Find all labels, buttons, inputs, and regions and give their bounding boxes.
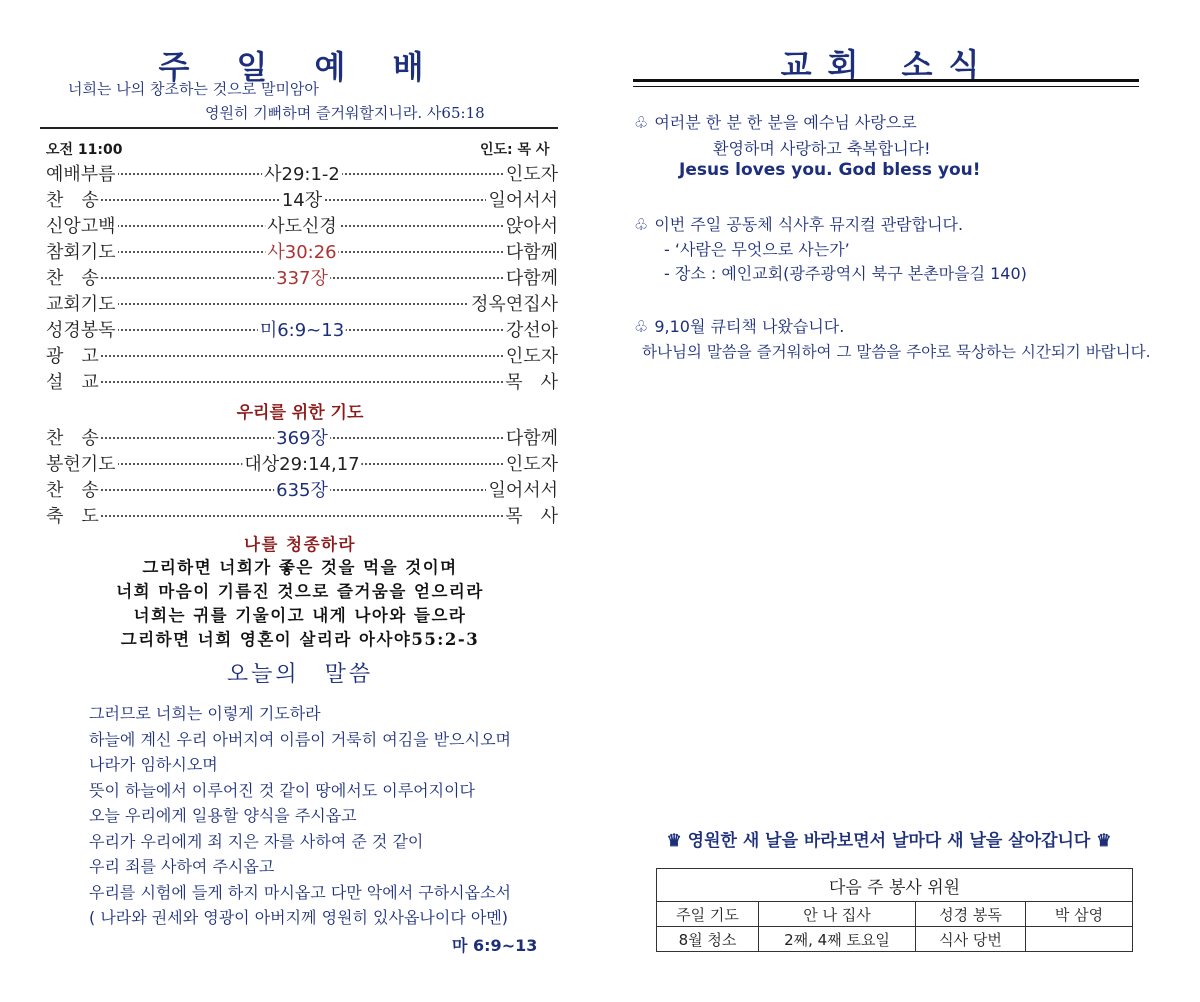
poem-line: 나를 청종하라 — [244, 535, 356, 554]
order-person: 인도자 — [504, 160, 558, 186]
order-content: 대상29:14,17 — [242, 450, 361, 476]
table-cell: 안 나 집사 — [759, 902, 916, 927]
order-row — [46, 368, 558, 394]
word-title: 오늘의 말씀 — [226, 662, 374, 687]
lords-prayer-line: 우리를 시험에 들게 하지 마시옵고 다만 악에서 구하시옵소서 — [89, 883, 512, 902]
order-person: 다함께 — [504, 264, 558, 290]
order-person: 인도자 — [504, 450, 558, 476]
lords-prayer-line: 우리가 우리에게 죄 지은 자를 사하여 준 것 같이 — [89, 832, 424, 851]
order-person: 목 사 — [503, 368, 558, 394]
order-content: 635장 — [274, 476, 330, 502]
divider — [633, 79, 1139, 82]
clover-icon: ♧ — [634, 317, 649, 336]
service-time: 오전 11:00 — [46, 142, 123, 158]
order-person: 강선아 — [504, 316, 558, 342]
news-item-2 — [634, 212, 963, 235]
news-text: 이번 주일 공동체 식사후 뮤지컬 관람합니다. — [654, 215, 964, 234]
order-item: 찬 송 — [46, 186, 101, 212]
poem-line: 너희는 귀를 기울이고 내게 나아와 들으라 — [133, 606, 467, 625]
order-person: 일어서서 — [486, 186, 558, 212]
lords-prayer-line: 우리 죄를 사하여 주시옵고 — [89, 857, 275, 876]
order-person: 다함께 — [504, 424, 558, 450]
news-text: 9,10월 큐티책 나왔습니다. — [654, 317, 845, 336]
order-item: 광 고 — [46, 342, 101, 368]
order-content: 사29:1-2 — [262, 160, 342, 186]
crown-icon: ♛ — [1096, 831, 1112, 851]
crown-icon: ♛ — [666, 831, 682, 851]
table-cell: 주일 기도 — [657, 902, 759, 927]
order-person: 목 사 — [503, 502, 558, 528]
order-content: 사30:26 — [265, 238, 338, 264]
order-content: 337장 — [274, 264, 330, 290]
order-item: 예배부름 — [46, 160, 118, 186]
order-row — [46, 238, 558, 264]
news-item-1 — [634, 110, 917, 133]
top-verse-line-1: 너희는 나의 창조하는 것으로 말미암아 — [68, 80, 319, 98]
order-content: 사도신경 — [265, 212, 339, 238]
divider — [40, 127, 558, 129]
order-row — [46, 264, 558, 290]
service-table-title: 다음 주 봉사 위원 — [657, 869, 1133, 902]
order-item: 설 교 — [46, 368, 101, 394]
order-row — [46, 290, 558, 316]
lords-prayer-line: 그러므로 너희는 이렇게 기도하라 — [89, 704, 321, 723]
order-row — [46, 160, 558, 186]
order-row — [46, 476, 558, 502]
order-content: 369장 — [274, 424, 330, 450]
order-row — [46, 450, 558, 476]
order-item: 교회기도 — [46, 290, 118, 316]
order-person: 인도자 — [504, 342, 558, 368]
news-text: 하나님의 말씀을 즐거워하여 그 말씀을 주야로 묵상하는 시간되기 바랍니다. — [642, 343, 1151, 361]
order-row — [46, 502, 558, 528]
order-content: 14장 — [280, 186, 324, 212]
lords-prayer-line: 하늘에 계신 우리 아버지여 이름이 거룩히 여김을 받으시오며 — [89, 730, 512, 749]
order-person: 일어서서 — [486, 476, 558, 502]
lords-prayer-line: ( 나라와 권세와 영광이 아버지께 영원히 있사옵나이다 아멘) — [89, 908, 509, 927]
table-cell — [1026, 927, 1133, 952]
order-item: 참회기도 — [46, 238, 118, 264]
order-item: 봉헌기도 — [46, 450, 118, 476]
leader-dots — [46, 355, 558, 357]
order-row — [46, 342, 558, 368]
news-title: 교회 소식 — [780, 46, 996, 84]
order-row — [46, 212, 558, 238]
motto-text: 영원한 새 날을 바라보면서 날마다 새 날을 살아갑니다 — [687, 831, 1091, 851]
divider — [633, 86, 1139, 87]
order-item: 축 도 — [46, 502, 101, 528]
clover-icon: ♧ — [634, 215, 649, 234]
news-english: Jesus loves you. God bless you! — [679, 160, 981, 180]
order-person: 다함께 — [504, 238, 558, 264]
leader-dots — [46, 381, 558, 383]
order-item: 찬 송 — [46, 424, 101, 450]
news-text: - ‘사람은 무엇으로 사는가’ — [664, 240, 850, 259]
news-text: 여러분 한 분 한 분을 예수님 사랑으로 — [654, 113, 917, 132]
table-cell: 2째, 4째 토요일 — [759, 927, 916, 952]
poem-line: 너희 마음이 기름진 것으로 즐거움을 얻으리라 — [116, 582, 484, 601]
prayer-heading: 우리를 위한 기도 — [236, 403, 364, 423]
news-item-3 — [634, 314, 844, 337]
lords-prayer-line: 뜻이 하늘에서 이루어진 것 같이 땅에서도 이루어지이다 — [89, 781, 476, 800]
motto — [664, 826, 1114, 851]
news-text: - 장소 : 예인교회(광주광역시 북구 본촌마을길 140) — [664, 264, 1027, 283]
order-item: 찬 송 — [46, 476, 101, 502]
poem-line: 그리하면 너희 영혼이 살리라 아사야55:2-3 — [120, 630, 480, 649]
order-row — [46, 424, 558, 450]
order-item: 성경봉독 — [46, 316, 118, 342]
clover-icon: ♧ — [634, 113, 649, 132]
news-text: 환영하며 사랑하고 축복합니다! — [713, 139, 931, 158]
leader-dots — [46, 515, 558, 517]
table-cell: 박 삼영 — [1026, 902, 1133, 927]
lords-prayer-line: 나라가 임하시오며 — [89, 755, 218, 774]
top-verse-line-2: 영원히 기뻐하며 즐거워할지니라. 사65:18 — [205, 104, 485, 122]
service-leader: 인도: 목 사 — [480, 142, 550, 158]
order-row — [46, 186, 558, 212]
order-person: 앉아서 — [504, 212, 558, 238]
service-table — [656, 868, 1133, 952]
order-person: 정옥연집사 — [469, 290, 558, 316]
order-row — [46, 316, 558, 342]
poem-line: 그리하면 너희가 좋은 것을 먹을 것이며 — [142, 558, 458, 577]
table-cell: 성경 봉독 — [916, 902, 1026, 927]
table-cell: 8월 청소 — [657, 927, 759, 952]
order-content: 미6:9~13 — [258, 316, 346, 342]
lords-prayer-reference: 마 6:9~13 — [452, 936, 538, 955]
worship-title: 주 일 예 배 — [158, 48, 442, 86]
table-cell: 식사 당번 — [916, 927, 1026, 952]
order-item: 신앙고백 — [46, 212, 118, 238]
lords-prayer-line: 오늘 우리에게 일용할 양식을 주시옵고 — [89, 806, 357, 825]
order-item: 찬 송 — [46, 264, 101, 290]
